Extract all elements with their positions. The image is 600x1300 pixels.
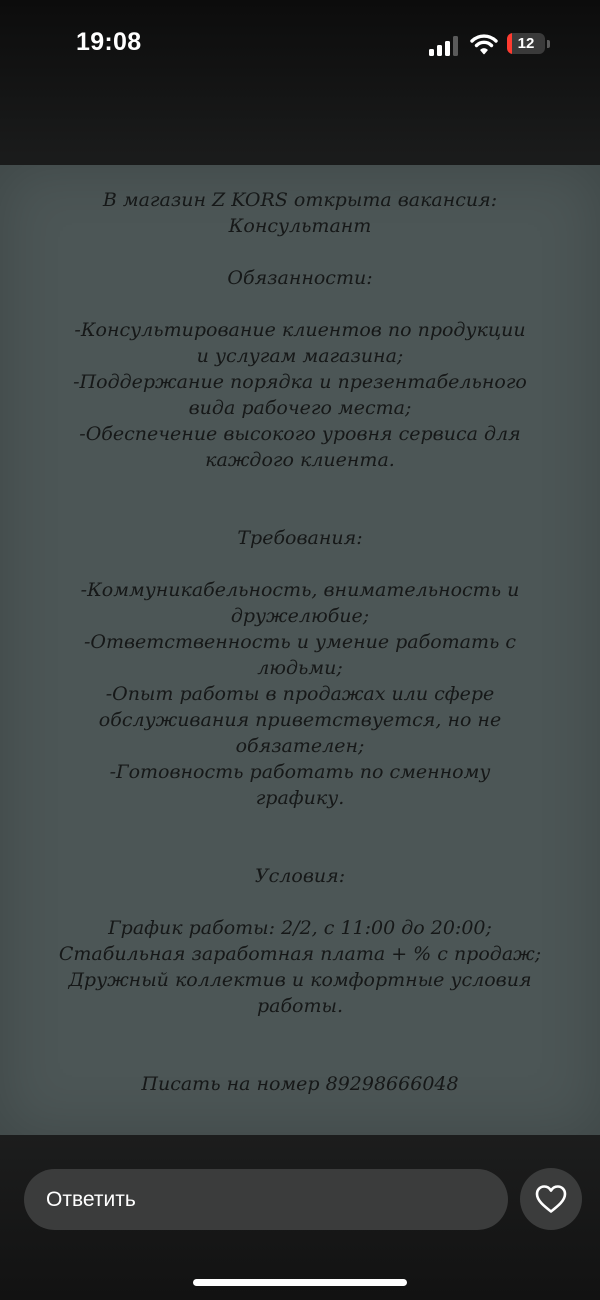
vacancy-text-line: обслуживания приветствуется, но не [98, 709, 502, 731]
vacancy-text-line: Консультант [228, 215, 372, 237]
bottom-bar [0, 1160, 600, 1240]
blank-line [20, 551, 580, 577]
vacancy-text-line: В магазин Z KORS открыта вакансия: [102, 189, 498, 211]
blank-line [20, 811, 580, 837]
battery-body [507, 33, 545, 54]
status-time: 19:08 [76, 28, 142, 56]
vacancy-text-line: Дружный коллектив и комфортные условия [68, 969, 532, 991]
vacancy-text-line: Писать на номер 89298666048 [141, 1073, 459, 1095]
blank-line [20, 837, 580, 863]
story-image [0, 165, 600, 1135]
battery-icon [507, 33, 551, 56]
vacancy-text-line: обязателен; [235, 735, 365, 757]
vacancy-text-line: людьми; [257, 657, 343, 679]
vacancy-text-line: -Опыт работы в продажах или сфере [105, 683, 495, 705]
home-indicator[interactable] [193, 1279, 407, 1286]
vacancy-text [20, 187, 580, 1097]
vacancy-text-line: -Ответственность и умение работать с [83, 631, 517, 653]
blank-line [20, 499, 580, 525]
vacancy-text-line: графику. [255, 787, 345, 809]
blank-line [20, 889, 580, 915]
vacancy-text-line: График работы: 2/2, с 11:00 до 20:00; [108, 917, 492, 939]
vacancy-text-line: Обязанности: [227, 267, 373, 289]
blank-line [20, 1045, 580, 1071]
vacancy-text-line: вида рабочего места; [188, 397, 412, 419]
vacancy-text-line: -Консультирование клиентов по продукции [74, 319, 526, 341]
vacancy-text-line: -Готовность работать по сменному [109, 761, 491, 783]
blank-line [20, 473, 580, 499]
signal-icon [429, 36, 461, 56]
vacancy-text-line: -Обеспечение высокого уровня сервиса для [79, 423, 521, 445]
like-button[interactable] [520, 1168, 582, 1230]
heart-icon [535, 1184, 567, 1214]
vacancy-text-line: -Поддержание порядка и презентабельного [73, 371, 527, 393]
vacancy-text-line: каждого клиента. [205, 449, 395, 471]
vacancy-text-line: Требования: [237, 527, 363, 549]
reply-input[interactable]: Ответить [24, 1169, 508, 1230]
blank-line [20, 291, 580, 317]
battery-cap [547, 40, 550, 48]
vacancy-text-line: Условия: [254, 865, 346, 887]
wifi-icon [470, 33, 498, 55]
blank-line [20, 239, 580, 265]
blank-line [20, 1019, 580, 1045]
vacancy-text-line: дружелюбие; [230, 605, 370, 627]
status-bar [0, 0, 600, 90]
vacancy-text-line: Стабильная заработная плата + % с продаж; [58, 943, 542, 965]
vacancy-text-line: работы. [256, 995, 344, 1017]
battery-level: 12 [517, 35, 535, 52]
vacancy-text-line: и услугам магазина; [196, 345, 404, 367]
vacancy-text-line: -Коммуникабельность, внимательность и [80, 579, 520, 601]
